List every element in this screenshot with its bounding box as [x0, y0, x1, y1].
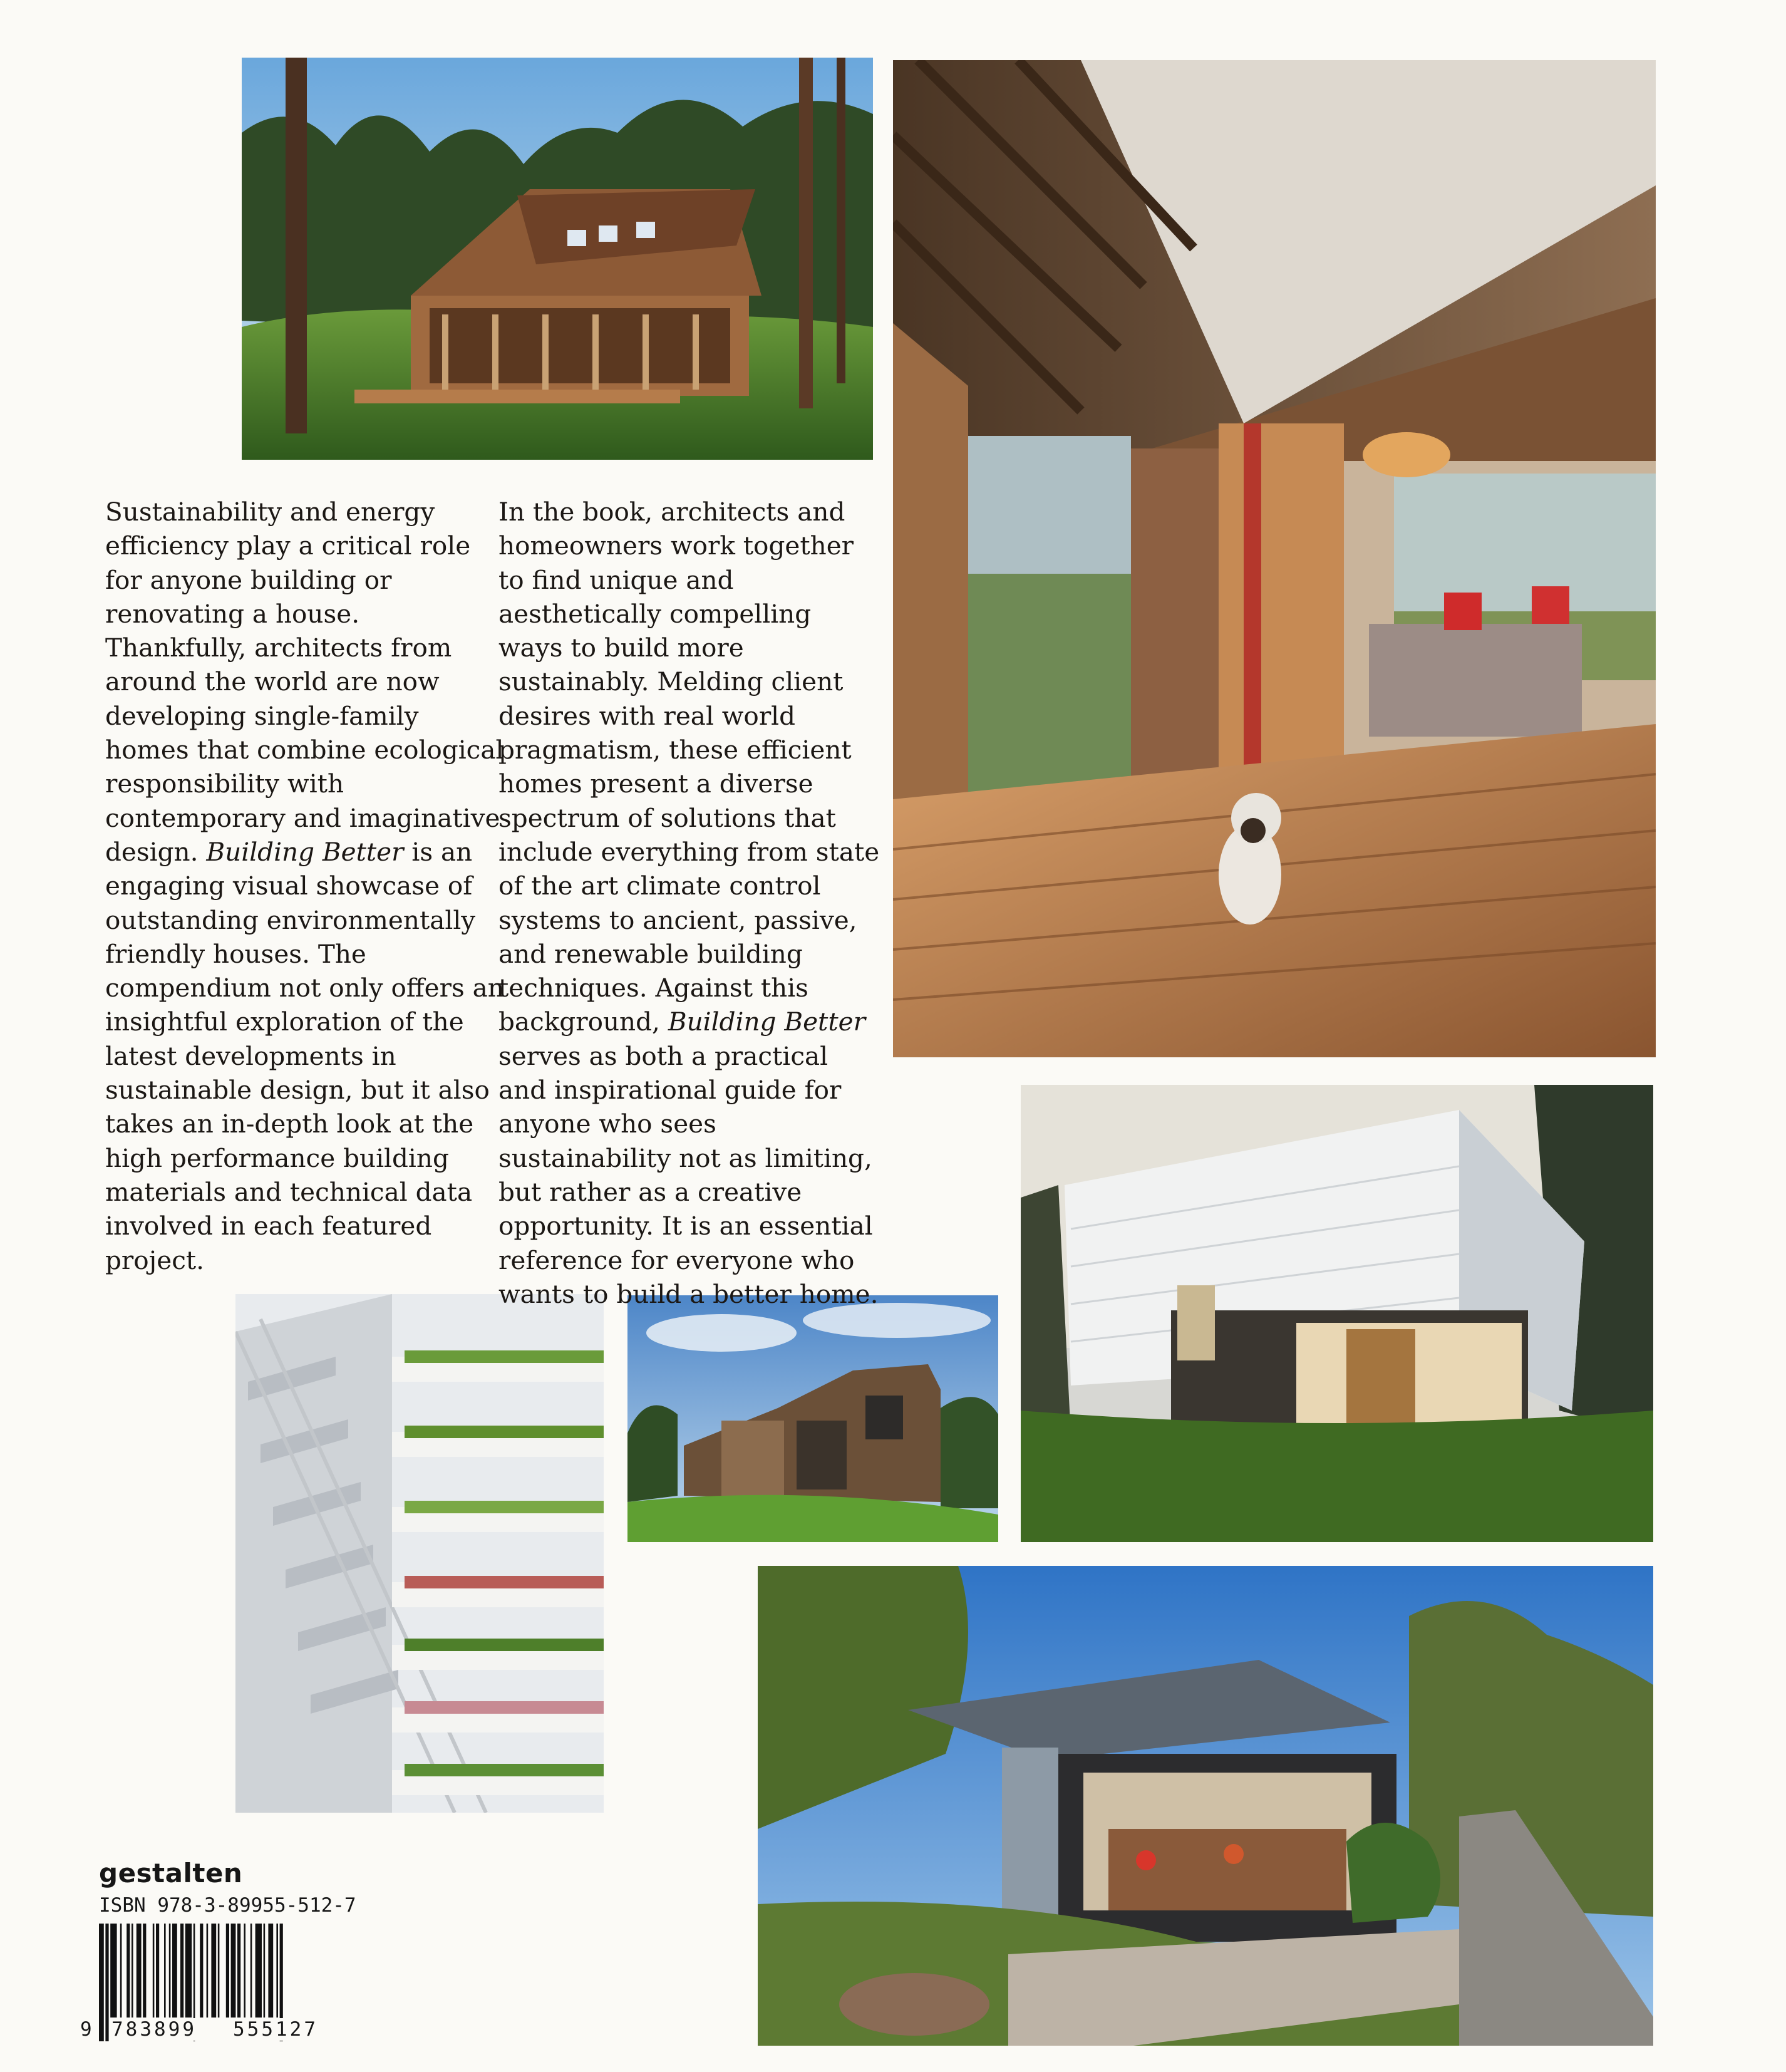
blurb-column-left — [105, 495, 506, 1277]
book-title-left: Building Better — [206, 836, 404, 867]
barcode-bar — [276, 1924, 278, 2018]
barcode-bar — [120, 1924, 122, 2018]
photo-forest-cabin — [242, 58, 873, 460]
barcode-bar — [156, 1924, 159, 2018]
publisher-logo: gestalten — [99, 1858, 243, 1888]
barcode-bar — [126, 1924, 130, 2018]
barcode-bar — [231, 1924, 236, 2018]
barcode-bar — [172, 1924, 177, 2018]
isbn-text: ISBN 978-3-89955-512-7 — [99, 1894, 356, 1917]
barcode-bar — [105, 1924, 108, 2041]
blurb-column-right — [498, 495, 880, 1311]
book-title-right: Building Better — [668, 1007, 865, 1037]
barcode-bar — [207, 1924, 209, 2018]
barcode-bar — [237, 1924, 240, 2018]
photo-white-house — [1021, 1085, 1653, 1542]
barcode-bar — [153, 1924, 155, 2018]
barcode-bar — [185, 1924, 192, 2018]
blurb-right-part2: serves as both a practical and inspirational guide for anyone who sees sustainability not as limiting, but rather as a creative opportunity. It is an essential reference for everyone who wants to build a better home. — [498, 1040, 879, 1309]
barcode-bar — [244, 1924, 245, 2018]
barcode-left-digits: 783899 — [111, 2018, 197, 2041]
barcode-bar — [110, 1924, 116, 2018]
blurb-right-part1: In the book, architects and homeowners work together to find unique and aesthetically compelling ways to build more sustainably. Melding client desires with real world pragmatism, these efficient homes present a diverse spectrum of solutions that include everything from state of the art climate control systems to ancient, passive, and renewable building techniques. Against this background, — [498, 497, 880, 1037]
barcode-bar — [268, 1924, 273, 2018]
blurb-left-part2: is an engaging visual showcase of outstanding environmentally friendly houses. The compendium not only offers an insightful exploration of the latest developments in sustainable design, but it also takes an in-depth look at the high performance building materials and technical data involved in each featured project. — [105, 836, 504, 1275]
blurb-left-part1: Sustainability and energy efficiency play a critical role for anyone building or renovating a house. Thankfully, architects from around the world are now developing single-family homes that combine ecological responsibility with contemporary and imaginative design. — [105, 497, 504, 867]
barcode-lead-digit: 9 — [80, 2018, 95, 2041]
barcode-bar — [200, 1924, 203, 2018]
barcode-bar — [164, 1924, 166, 2018]
photo-interior-veranda — [893, 60, 1656, 1057]
barcode-bar — [218, 1924, 220, 2018]
barcode-bar — [99, 1924, 104, 2041]
barcode-bar — [169, 1924, 171, 2018]
photo-wooden-hill-house — [627, 1295, 998, 1542]
barcode-bar — [180, 1924, 183, 2018]
photo-green-wall-stairs — [235, 1294, 604, 1813]
barcode-bar — [143, 1924, 146, 2018]
photo-pavilion-garden — [758, 1566, 1653, 2046]
barcode-bar — [211, 1924, 216, 2018]
barcode-bar — [132, 1924, 133, 2018]
barcode-right-digits: 555127 — [233, 2018, 318, 2041]
barcode-bar — [250, 1924, 252, 2018]
barcode-bar — [137, 1924, 142, 2018]
barcode-bar — [256, 1924, 262, 2018]
barcode-bar — [226, 1924, 229, 2018]
barcode-bar — [264, 1924, 266, 2018]
